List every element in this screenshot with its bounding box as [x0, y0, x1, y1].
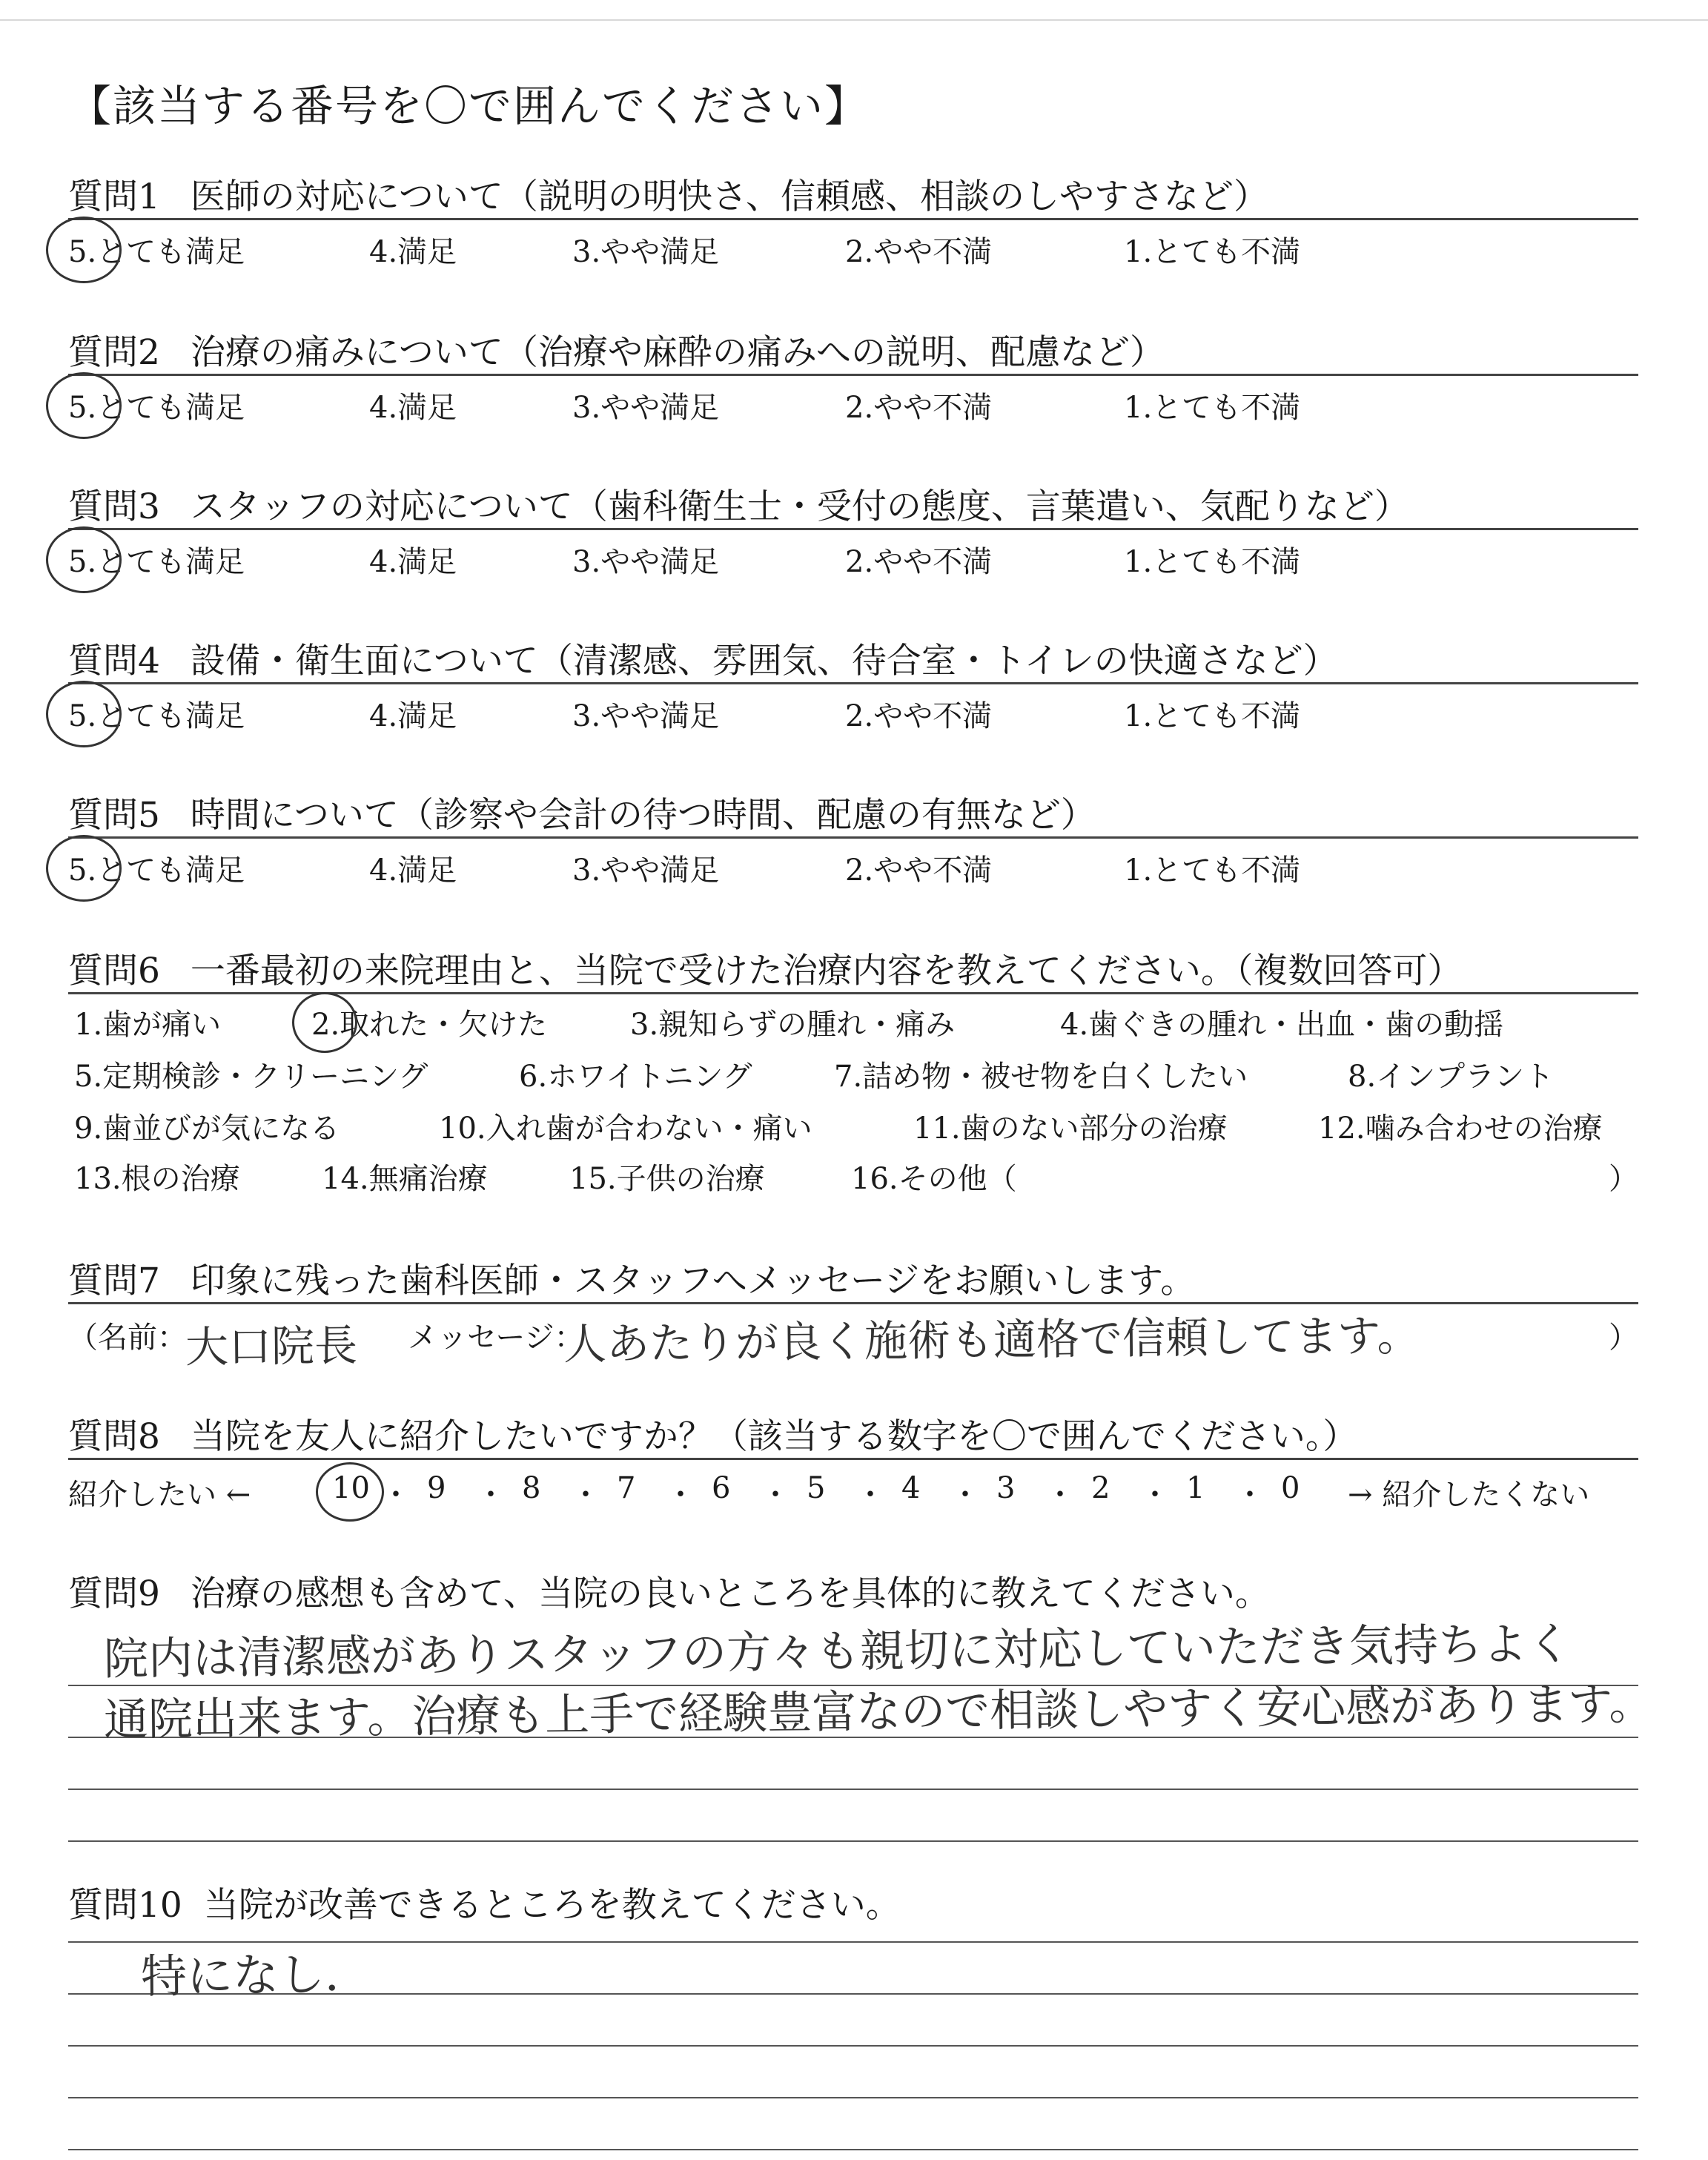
q7-close-paren: ） [1609, 1321, 1638, 1355]
selected-rating-circle [46, 681, 122, 747]
question-1-heading [68, 169, 1268, 219]
q8-scale-value[interactable]: 10 [332, 1471, 370, 1505]
q8-scale-separator: ・ [950, 1478, 980, 1512]
question-label: 質問1 [68, 176, 160, 217]
rating-option[interactable]: 1.とても不満 [1124, 235, 1301, 269]
q6-option[interactable]: 1.歯が痛い [74, 1008, 222, 1042]
selected-rating-circle [46, 217, 122, 283]
q8-scale-separator: ・ [1045, 1478, 1075, 1512]
q9-answer-rule [68, 1789, 1638, 1790]
q7-message-handwritten: 人あたりが良く施術も適格で信頼してます。 [563, 1309, 1420, 1370]
scan-edge-line [0, 19, 1708, 21]
q6-option[interactable]: 6.ホワイトニング [519, 1060, 752, 1094]
q9-answer-line-2: 通院出来ます。治療も上手で経験豊富なので相談しやすく安心感があります。 [103, 1678, 1654, 1746]
rating-option[interactable]: 3.やや満足 [572, 853, 720, 888]
q6-option[interactable]: 13.根の治療 [74, 1162, 240, 1196]
rating-option[interactable]: 5.とても満足 [68, 699, 245, 733]
q8-scale-value[interactable]: 3 [996, 1471, 1016, 1505]
question-9-heading [68, 1566, 1270, 1616]
q6-option[interactable]: 14.無痛治療 [322, 1162, 488, 1196]
q8-left-label: 紹介したい ← [68, 1478, 251, 1512]
rating-option[interactable]: 4.満足 [369, 699, 457, 733]
rating-option[interactable]: 4.満足 [369, 853, 457, 888]
question-text: 医師の対応について（説明の明快さ、信頼感、相談のしやすさなど） [190, 176, 1269, 217]
question-4-rule [68, 682, 1638, 684]
question-text: 治療の痛みについて（治療や麻酔の痛みへの説明、配慮など） [190, 332, 1165, 373]
q8-scale-separator: ・ [1235, 1478, 1265, 1512]
q8-scale-separator: ・ [855, 1478, 885, 1512]
question-4-heading [68, 633, 1338, 683]
rating-option[interactable]: 2.やや不満 [845, 391, 993, 425]
rating-option[interactable]: 1.とても不満 [1124, 545, 1301, 579]
rating-option[interactable]: 2.やや不満 [845, 235, 993, 269]
rating-option[interactable]: 3.やや満足 [572, 235, 720, 269]
selected-rating-circle [46, 835, 122, 902]
q8-scale-value[interactable]: 4 [901, 1471, 921, 1505]
rating-option[interactable]: 2.やや不満 [845, 545, 993, 579]
rating-option[interactable]: 5.とても満足 [68, 853, 245, 888]
q6-option[interactable]: 11.歯のない部分の治療 [913, 1112, 1228, 1146]
q10-answer-rule [68, 2097, 1638, 2098]
question-label: 質問7 [68, 1261, 160, 1301]
rating-option[interactable]: 4.満足 [369, 391, 457, 425]
rating-option[interactable]: 2.やや不満 [845, 853, 993, 888]
question-3-rule [68, 528, 1638, 530]
q8-scale-separator: ・ [381, 1478, 411, 1512]
q8-scale-value[interactable]: 7 [617, 1471, 636, 1505]
question-label: 質問2 [68, 332, 160, 373]
q8-scale-value[interactable]: 0 [1281, 1471, 1300, 1505]
question-label: 質問10 [68, 1885, 182, 1926]
question-8-rule [68, 1458, 1638, 1460]
question-label: 質問6 [68, 951, 160, 991]
question-text: 時間について（診察や会計の待つ時間、配慮の有無など） [190, 795, 1096, 836]
q6-option[interactable]: 7.詰め物・被せ物を白くしたい [834, 1060, 1248, 1094]
question-2-heading [68, 325, 1165, 374]
question-text: 当院を友人に紹介したいですか？（該当する数字を〇で囲んでください。） [190, 1416, 1358, 1457]
rating-option[interactable]: 2.やや不満 [845, 699, 993, 733]
page-title: 【該当する番号を〇で囲んでください】 [68, 81, 870, 131]
q8-scale-value[interactable]: 6 [712, 1471, 731, 1505]
question-text: 当院が改善できるところを教えてください。 [203, 1885, 901, 1926]
question-text: 一番最初の来院理由と、当院で受けた治療内容を教えてください。（複数回答可） [190, 951, 1463, 991]
question-text: 治療の感想も含めて、当院の良いところを具体的に教えてください。 [190, 1573, 1270, 1614]
rating-option[interactable]: 3.やや満足 [572, 391, 720, 425]
q9-answer-rule [68, 1840, 1638, 1842]
rating-option[interactable]: 1.とても不満 [1124, 853, 1301, 888]
rating-option[interactable]: 1.とても不満 [1124, 699, 1301, 733]
q6-other-close-paren: ） [1609, 1162, 1638, 1196]
question-6-rule [68, 992, 1638, 994]
question-10-heading [68, 1877, 901, 1927]
rating-option[interactable]: 4.満足 [369, 545, 457, 579]
q8-scale-value[interactable]: 8 [522, 1471, 541, 1505]
q6-option[interactable]: 8.インプラント [1348, 1060, 1555, 1094]
rating-option[interactable]: 1.とても不満 [1124, 391, 1301, 425]
q8-scale-separator: ・ [571, 1478, 600, 1512]
question-3-heading [68, 479, 1409, 529]
question-label: 質問3 [68, 486, 160, 527]
rating-option[interactable]: 5.とても満足 [68, 545, 245, 579]
rating-option[interactable]: 5.とても満足 [68, 235, 245, 269]
rating-option[interactable]: 3.やや満足 [572, 545, 720, 579]
question-7-heading [68, 1253, 1195, 1303]
rating-option[interactable]: 4.満足 [369, 235, 457, 269]
q8-scale-separator: ・ [1140, 1478, 1170, 1512]
q6-option[interactable]: 9.歯並びが気になる [74, 1112, 340, 1146]
q7-name-label: （名前： [68, 1321, 187, 1355]
q6-option[interactable]: 4.歯ぐきの腫れ・出血・歯の動揺 [1060, 1008, 1504, 1042]
question-text: 設備・衛生面について（清潔感、雰囲気、待合室・トイレの快適さなど） [190, 641, 1338, 681]
question-8-heading [68, 1409, 1357, 1459]
rating-option[interactable]: 3.やや満足 [572, 699, 720, 733]
question-label: 質問4 [68, 641, 160, 681]
q7-message-label: メッセージ： [408, 1321, 584, 1355]
q6-option[interactable]: 3.親知らずの腫れ・痛み [630, 1008, 956, 1042]
q8-right-label: → 紹介したくない [1348, 1478, 1590, 1512]
q6-option[interactable]: 10.入れ歯が合わない・痛い [439, 1112, 812, 1146]
q8-scale-value[interactable]: 5 [807, 1471, 826, 1505]
q10-answer-rule [68, 2149, 1638, 2150]
q8-scale-separator: ・ [666, 1478, 695, 1512]
q6-option[interactable]: 12.噛み合わせの治療 [1318, 1112, 1603, 1146]
question-5-heading [68, 787, 1096, 837]
q9-answer-line-1: 院内は清潔感がありスタッフの方々も親切に対応していただき気持ちよく [103, 1618, 1572, 1685]
question-label: 質問5 [68, 795, 160, 836]
question-6-heading [68, 943, 1462, 993]
question-label: 質問8 [68, 1416, 160, 1457]
q8-scale-value[interactable]: 9 [427, 1471, 446, 1505]
q6-selected-circle [292, 992, 357, 1053]
question-text: 印象に残った歯科医師・スタッフへメッセージをお願いします。 [190, 1261, 1196, 1301]
q8-scale-value[interactable]: 1 [1186, 1471, 1205, 1505]
q8-selected-circle [316, 1462, 384, 1522]
q6-option[interactable]: 15.子供の治療 [569, 1162, 765, 1196]
q6-option[interactable]: 5.定期検診・クリーニング [74, 1060, 428, 1094]
rating-option[interactable]: 5.とても満足 [68, 391, 245, 425]
q10-answer-rule [68, 2045, 1638, 2047]
question-2-rule [68, 374, 1638, 376]
selected-rating-circle [46, 526, 122, 593]
question-text: スタッフの対応について（歯科衛生士・受付の態度、言葉遣い、気配りなど） [190, 486, 1409, 527]
question-5-rule [68, 836, 1638, 839]
q8-scale-separator: ・ [476, 1478, 506, 1512]
q8-scale-value[interactable]: 2 [1091, 1471, 1110, 1505]
q8-scale-separator: ・ [761, 1478, 790, 1512]
q10-answer-line-1: 特になし． [140, 1946, 371, 2004]
question-1-rule [68, 218, 1638, 220]
q7-name-handwritten: 大口院長 [185, 1320, 358, 1373]
q6-option[interactable]: 2.取れた・欠けた [311, 1008, 548, 1042]
selected-rating-circle [46, 372, 122, 439]
q6-option[interactable]: 16.その他（ [851, 1162, 1017, 1196]
question-label: 質問9 [68, 1573, 160, 1614]
